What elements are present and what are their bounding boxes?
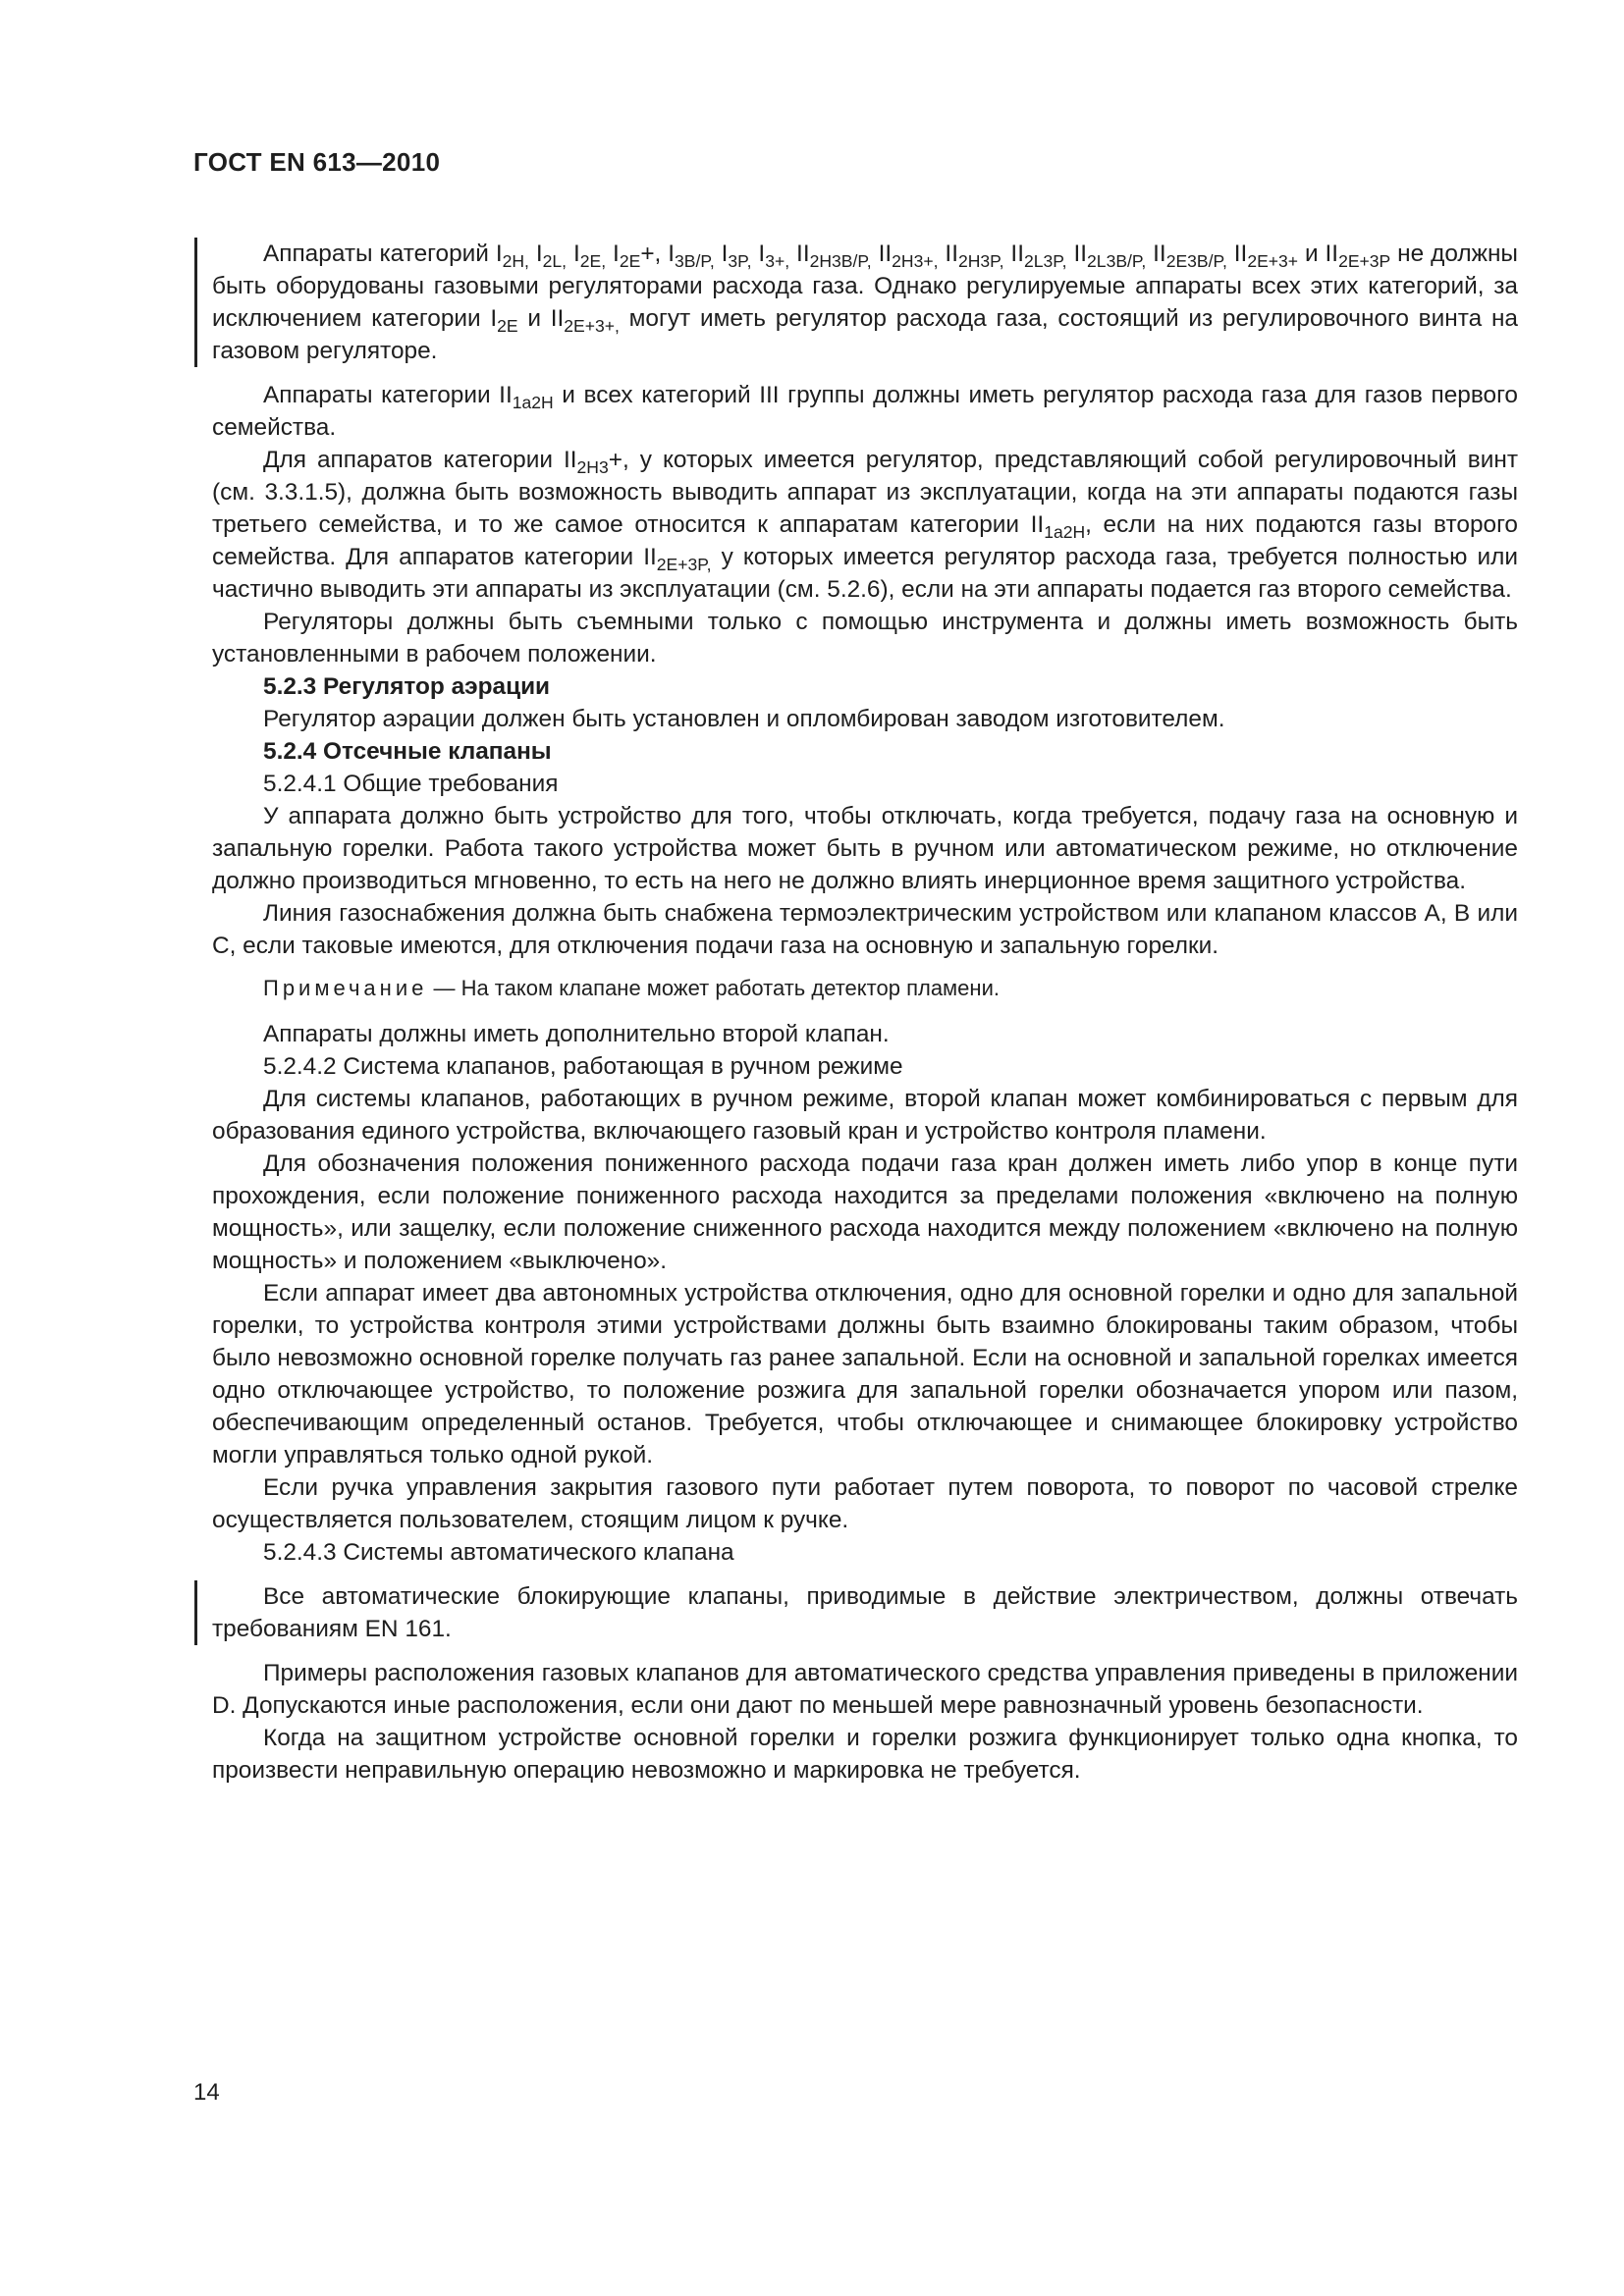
- document-header: ГОСТ EN 613—2010: [193, 147, 441, 177]
- section-heading-5-2-4-2: 5.2.4.2 Система клапанов, работающая в ручном режиме: [263, 1053, 903, 1080]
- document-body: [212, 238, 1518, 1787]
- paragraph-automatic-valves-en161: Все автоматические блокирующие клапаны, приводимые в действие электричеством, должны отвечать требованиям EN 161.: [194, 1580, 1518, 1645]
- paragraph-categories-regulators: Аппараты категорий $I_{2H,}$ $I_{2L,}$ $I_{2E,}$ $I_{2E}+$, $I_{3B/P,}$ $I_{3P,}$ $I_{3+,}$ $II_{2H3B/P,}$ $II_{2H3+,}$ $II_{2H3P,}$ $II_{2L3P,}$ $II_{2L3B/P,}$ $II_{2E3B/P,}$ $II_{2E+3+}$ и $II_{2E+3P}$ не должны быть оборудованы газовыми регуляторами расхода газа. Однако регулируемые аппараты всех этих категорий, за исключением категории $I_{2E}$ и $II_{2E+3+,}$ могут иметь регулятор расхода газа, состоящий из регулировочного винта на газовом регуляторе.: [194, 238, 1518, 367]
- paragraph-shutoff-device: У аппарата должно быть устройство для того, чтобы отключать, когда требуется, подачу газа на основную и запальную горелки. Работа такого устройства может быть в ручном или автоматическом режиме, но отключение должно производиться мгновенно, то есть на него не должно влиять инерционное время защитного устройства.: [212, 803, 1518, 894]
- paragraph-manual-valves: Для системы клапанов, работающих в ручном режиме, второй клапан может комбинироваться с первым для образования единого устройства, включающего газовый кран и устройство контроля пламени.: [212, 1086, 1518, 1145]
- note-text: — На таком клапане может работать детектор пламени.: [427, 976, 1000, 1000]
- section-heading-5-2-3: 5.2.3 Регулятор аэрации: [263, 673, 551, 700]
- section-heading-5-2-4-3: 5.2.4.3 Системы автоматического клапана: [263, 1539, 734, 1566]
- paragraph-control-knob-rotation: Если ручка управления закрытия газового пути работает путем поворота, то поворот по часовой стрелке осуществляется пользователем, стоящим лицом к ручке.: [212, 1474, 1518, 1533]
- section-heading-5-2-4: 5.2.4 Отсечные клапаны: [263, 738, 552, 765]
- paragraph-reduced-rate-position: Для обозначения положения пониженного расхода подачи газа кран должен иметь либо упор в конце пути прохождения, если положение пониженного расхода находится за пределами положения «включено на полную мощность», или защелку, если положение сниженного расхода находится между положением «включено на полную мощность» и положением «выключено».: [212, 1150, 1518, 1274]
- paragraph-category-2h3: Для аппаратов категории $II_{2H3}+$, у которых имеется регулятор, представляющий собой регулировочный винт (см. 3.3.1.5), должна быть возможность выводить аппарат из эксплуатации, когда на эти аппараты подаются газы третьего семейства, и то же самое относится к аппаратам категории $II_{1a2H}$, если на них подаются газы второго семейства. Для аппаратов категории $II_{2E+3P,}$ у которых имеется регулятор расхода газа, требуется полностью или частично выводить эти аппараты из эксплуатации (см. 5.2.6), если на эти аппараты подается газ второго семейства.: [212, 447, 1518, 603]
- paragraph-gas-supply-line: Линия газоснабжения должна быть снабжена термоэлектрическим устройством или клапаном классов А, В или С, если таковые имеются, для отключения подачи газа на основную и запальную горелки.: [212, 900, 1518, 959]
- paragraph-regulators-removable: Регуляторы должны быть съемными только с помощью инструмента и должны иметь возможность быть установленными в рабочем положении.: [212, 609, 1518, 667]
- page-number: 14: [193, 2079, 220, 2106]
- paragraph-second-valve: Аппараты должны иметь дополнительно второй клапан.: [263, 1021, 890, 1047]
- paragraph-aeration-regulator: Регулятор аэрации должен быть установлен и опломбирован заводом изготовителем.: [263, 706, 1225, 732]
- section-heading-5-2-4-1: 5.2.4.1 Общие требования: [263, 771, 559, 797]
- paragraph-single-button: Когда на защитном устройстве основной горелки и горелки розжига функционирует только одна кнопка, то произвести неправильную операцию невозможно и маркировка не требуется.: [212, 1725, 1518, 1784]
- note-label: Примечание: [263, 976, 428, 1000]
- paragraph-category-1a2h: Аппараты категории $II_{1a2H}$ и всех категорий III группы должны иметь регулятор расхода газа для газов первого семейства.: [212, 382, 1518, 441]
- paragraph-two-shutoff-devices: Если аппарат имеет два автономных устройства отключения, одно для основной горелки и одно для запальной горелки, то устройства контроля этими устройствами должны быть взаимно блокированы таким образом, чтобы было невозможно основной горелке получать газ ранее запальной. Если на основной и запальной горелках имеется одно отключающее устройство, то положение розжига для запальной горелки обозначается упором или пазом, обеспечивающим определенный останов. Требуется, чтобы отключающее и снимающее блокировку устройство могли управляться только одной рукой.: [212, 1280, 1518, 1468]
- note: [212, 972, 1518, 1004]
- paragraph-valve-arrangement-examples: Примеры расположения газовых клапанов для автоматического средства управления приведены в приложении D. Допускаются иные расположения, если они дают по меньшей мере равнозначный уровень безопасности.: [212, 1660, 1518, 1719]
